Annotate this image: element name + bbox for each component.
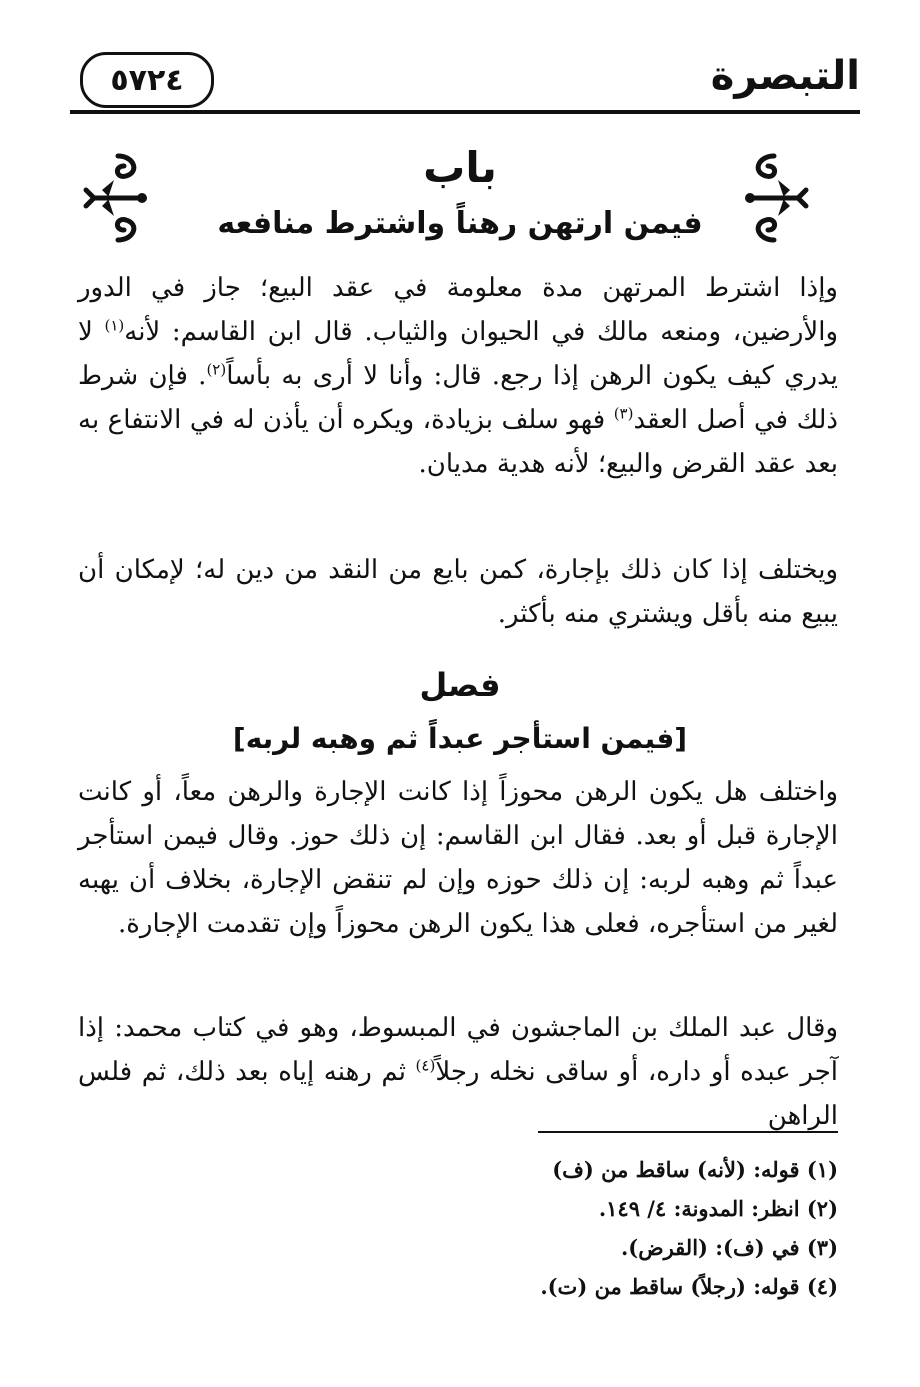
paragraph [78,266,838,486]
paragraph-text: ثم رهنه إياه بعد ذلك، ثم فلس الراهن [78,1057,838,1131]
running-title: التبصرة [710,53,860,99]
paragraph [78,548,838,636]
paragraph-text: وقال عبد الملك بن الماجشون في المبسوط، وهو في كتاب محمد: إذا آجر عبده أو داره، أو ساقى نخله رجلاً [78,1013,838,1087]
footnote: (٣) في (ف): (القرض). [620,1235,838,1260]
section-label: فصل [419,666,501,704]
footnote-marker: (٤) [415,1056,436,1075]
floral-ornament-icon [82,150,154,246]
footnote-marker: (١) [104,316,125,335]
page-header [70,48,860,120]
footnote-marker: (٢) [206,360,227,379]
paragraph-text: . فإن شرط ذلك في أصل العقد [78,361,838,435]
paragraph-text: واختلف هل يكون الرهن محوزاً إذا كانت الإجارة والرهن معاً، أو كانت الإجارة قبل أو بعد. فقال ابن القاسم: إن ذلك حوز. وقال فيمن استأجر عبداً ثم وهبه لربه: إن ذلك حوزه وإن لم تنقض الإجارة، بخلاف أن يهبه لغير من استأجره، فعلى هذا يكون الرهن محوزاً وإن تقدمت الإجارة. [78,777,838,939]
footnote-separator [538,1131,838,1133]
paragraph-text: ويختلف إذا كان ذلك بإجارة، كمن بايع من النقد من دين له؛ لإمكان أن يبيع منه بأقل ويشتري منه بأكثر. [78,555,838,629]
header-rule [70,110,860,114]
paragraph [78,770,838,946]
paragraph-text: فهو سلف بزيادة، ويكره أن يأذن له في الانتفاع به بعد عقد القرض والبيع؛ لأنه هدية مديان. [78,405,838,479]
footnote: (٤) قوله: (رجلاً) ساقط من (ت). [540,1274,838,1299]
page-number-frame [80,52,214,108]
paragraph [78,1006,838,1138]
paragraph-text: لا يدري كيف يكون الرهن إذا رجع. قال: وأنا لا أرى به بأساً [78,317,838,391]
footnote-marker: (٣) [613,404,634,423]
footnote: (١) قوله: (لأنه) ساقط من (ف) [552,1157,838,1182]
chapter-label: باب [423,143,497,192]
footnotes [238,1150,838,1306]
chapter-title: فيمن ارتهن رهناً واشترط منافعه [217,206,703,241]
footnote: (٢) انظر: المدونة: ٤/ ١٤٩. [598,1196,838,1221]
section-title: [فيمن استأجر عبداً ثم وهبه لربه] [232,722,688,755]
paragraph-text: وإذا اشترط المرتهن مدة معلومة في عقد البيع؛ جاز في الدور والأرضين، ومنعه مالك في الحيوان والثياب. قال ابن القاسم: لأنه [78,273,838,347]
page-number: ٥٧٢٤ [110,62,184,98]
